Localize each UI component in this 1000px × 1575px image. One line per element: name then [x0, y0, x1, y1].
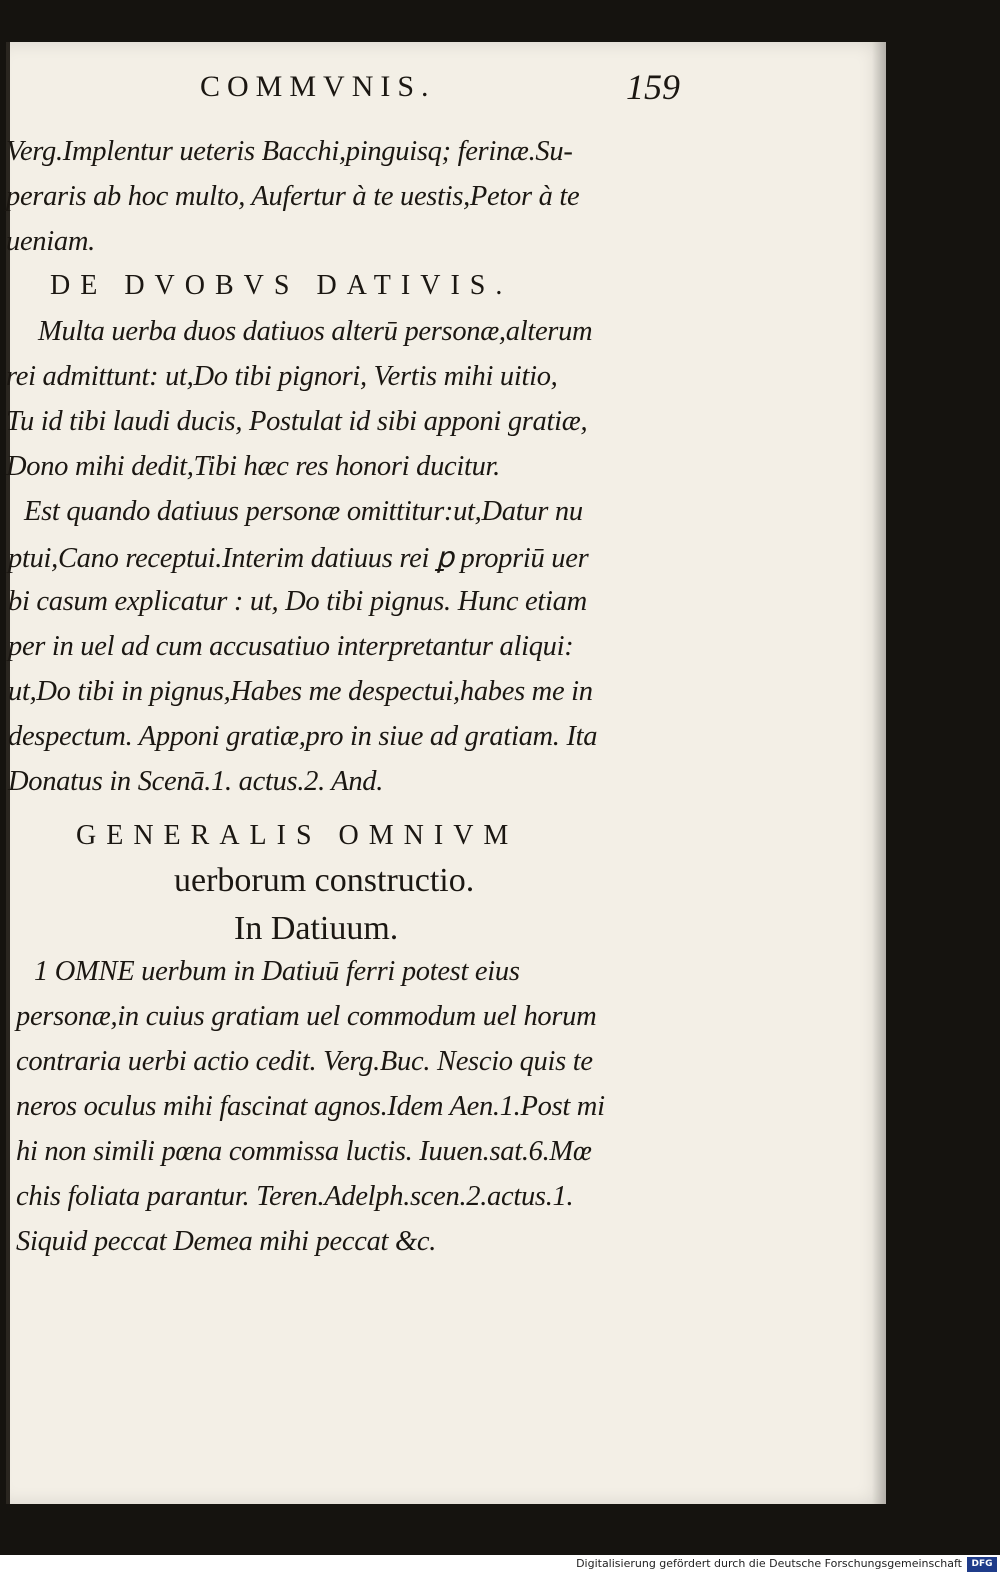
dfg-logo: DFG: [967, 1557, 997, 1572]
text-line: hi non simili pœna commissa luctis. Iuuen.sat.6.Mœ: [16, 1136, 592, 1167]
text-line: contraria uerbi actio cedit. Verg.Buc. Nescio quis te: [16, 1046, 593, 1077]
text-line: ptui,Cano receptui.Interim datiuus rei ꝑ propriū uer: [8, 543, 589, 574]
text-line: Multa uerba duos datiuos alterū personæ,alterum: [38, 316, 593, 347]
funding-credit: Digitalisierung gefördert durch die Deutsche Forschungsgemeinschaft: [576, 1557, 962, 1570]
text-line: ueniam.: [6, 226, 95, 257]
spine-shadow: [872, 42, 886, 1504]
page-header: [200, 67, 680, 120]
page-number: 159: [626, 67, 680, 107]
text-line: Donatus in Scenā.1. actus.2. And.: [8, 766, 384, 797]
section-subheading: In Datiuum.: [234, 910, 399, 947]
text-line: Siquid peccat Demea mihi peccat &c.: [16, 1226, 437, 1257]
text-line: chis foliata parantur. Teren.Adelph.scen.2.actus.1.: [16, 1181, 574, 1212]
section-heading: GENERALIS OMNIVM: [76, 820, 519, 851]
section-heading: DE DVOBVS DATIVIS.: [50, 270, 513, 301]
text-line: rei admittunt: ut,Do tibi pignori, Vertis mihi uitio,: [6, 361, 558, 392]
text-line: 1 OMNE uerbum in Datiuū ferri potest eius: [34, 956, 520, 987]
section-subheading: uerborum constructio.: [174, 862, 475, 899]
text-line: Verg.Implentur ueteris Bacchi,pinguisq; ferinæ.Su-: [6, 136, 573, 167]
text-line: Est quando datiuus personæ omittitur:ut,Datur nu: [24, 496, 583, 527]
digitization-footer: [0, 1555, 1000, 1575]
text-line: bi casum explicatur : ut, Do tibi pignus. Hunc etiam: [8, 586, 587, 617]
running-head: COMMVNIS.: [200, 70, 436, 103]
text-line: peraris ab hoc multo, Aufertur à te uestis,Petor à te: [6, 181, 580, 212]
text-line: Dono mihi dedit,Tibi hæc res honori ducitur.: [6, 451, 501, 482]
text-line: Tu id tibi laudi ducis, Postulat id sibi apponi gratiæ,: [6, 406, 588, 437]
text-line: despectum. Apponi gratiæ,pro in siue ad gratiam. Ita: [8, 721, 598, 752]
text-line: neros oculus mihi fascinat agnos.Idem Aen.1.Post mi: [16, 1091, 605, 1122]
text-line: personæ,in cuius gratiam uel commodum uel horum: [16, 1001, 597, 1032]
text-line: ut,Do tibi in pignus,Habes me despectui,habes me in: [8, 676, 593, 707]
text-line: per in uel ad cum accusatiuo interpretantur aliqui:: [8, 631, 574, 662]
